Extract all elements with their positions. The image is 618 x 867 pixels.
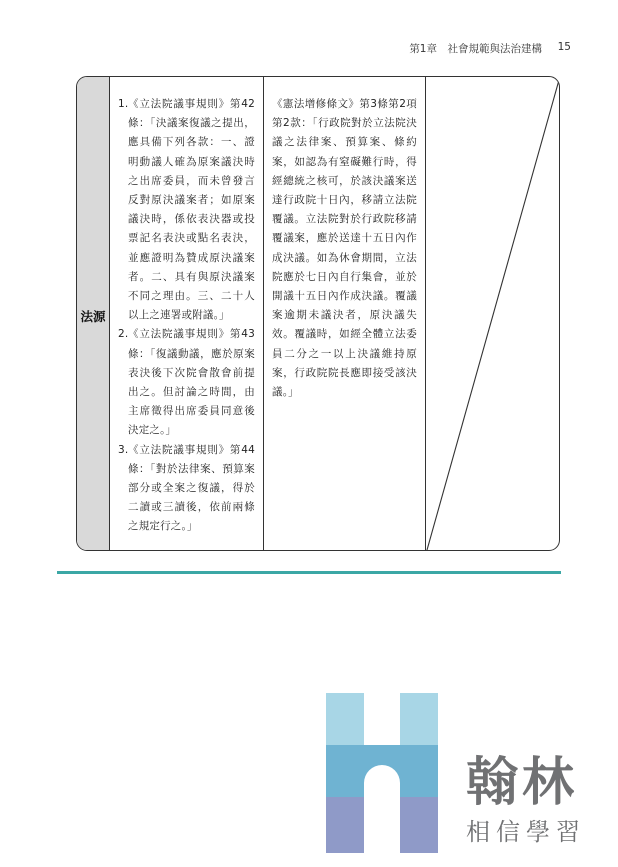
row-label: 法源 [80,309,106,324]
rules-list [110,77,263,537]
list-item [118,325,255,440]
list-item [118,95,255,325]
running-header [0,38,618,58]
diagonal-strike-line [426,77,560,551]
brand-tagline: 相信學習 [466,818,586,846]
list-item [118,441,255,537]
row-label-cell [77,77,110,550]
empty-cell [426,77,560,550]
item-text: 《立法院議事規則》第44條：「對於法律案、預算案部分或全案之復議，得於二讀或三讀後，依前兩條之規定行之。」 [128,443,255,533]
constitution-text: 《憲法增修條文》第3條第2項第2款：「行政院對於立法院決議之法律案、預算案、條約案，如認為有窒礙難行時，得經總統之核可，於該決議案送達行政院十日內，移請立法院覆議。立法院對於行政院移請覆議案，應於送達十五日內作成決議。如為休會期間，立法院應於七日內自行集會，並於開議十五日內作成決議。覆議案逾期未議決者，原決議失效。覆議時，如經全體立法委員二分之一以上決議維持原案，行政院院長應即接受該決議。」 [272,98,417,399]
chapter-title: 第1章 社會規範與法治建構 [409,43,542,55]
item-text: 《立法院議事規則》第43條：「復議動議，應於原案表決後下次院會散會前提出之。但討論之時間，由主席徵得出席委員同意後決定之。」 [128,328,255,437]
item-text: 《立法院議事規則》第42條：「決議案復議之提出，應具備下列各款：一、證明動議人確為原案議決時之出席委員，而未曾發言反對原決議案者；如原案議決時，係依表決器或投票記名表決或點名表決，並應證明為贊成原決議案者。二、具有與原決議案不同之理由。三、二十人以上之連署或附議。」 [128,98,255,322]
item-number: 3. [118,443,129,456]
item-number: 1. [118,98,129,110]
legislative-rules-cell [110,77,264,550]
comparison-table [76,76,560,551]
section-divider [57,571,561,574]
item-number: 2. [118,328,129,341]
brand-name: 翰林 [466,752,579,813]
constitution-cell [264,77,426,550]
page-number: 15 [557,41,571,53]
